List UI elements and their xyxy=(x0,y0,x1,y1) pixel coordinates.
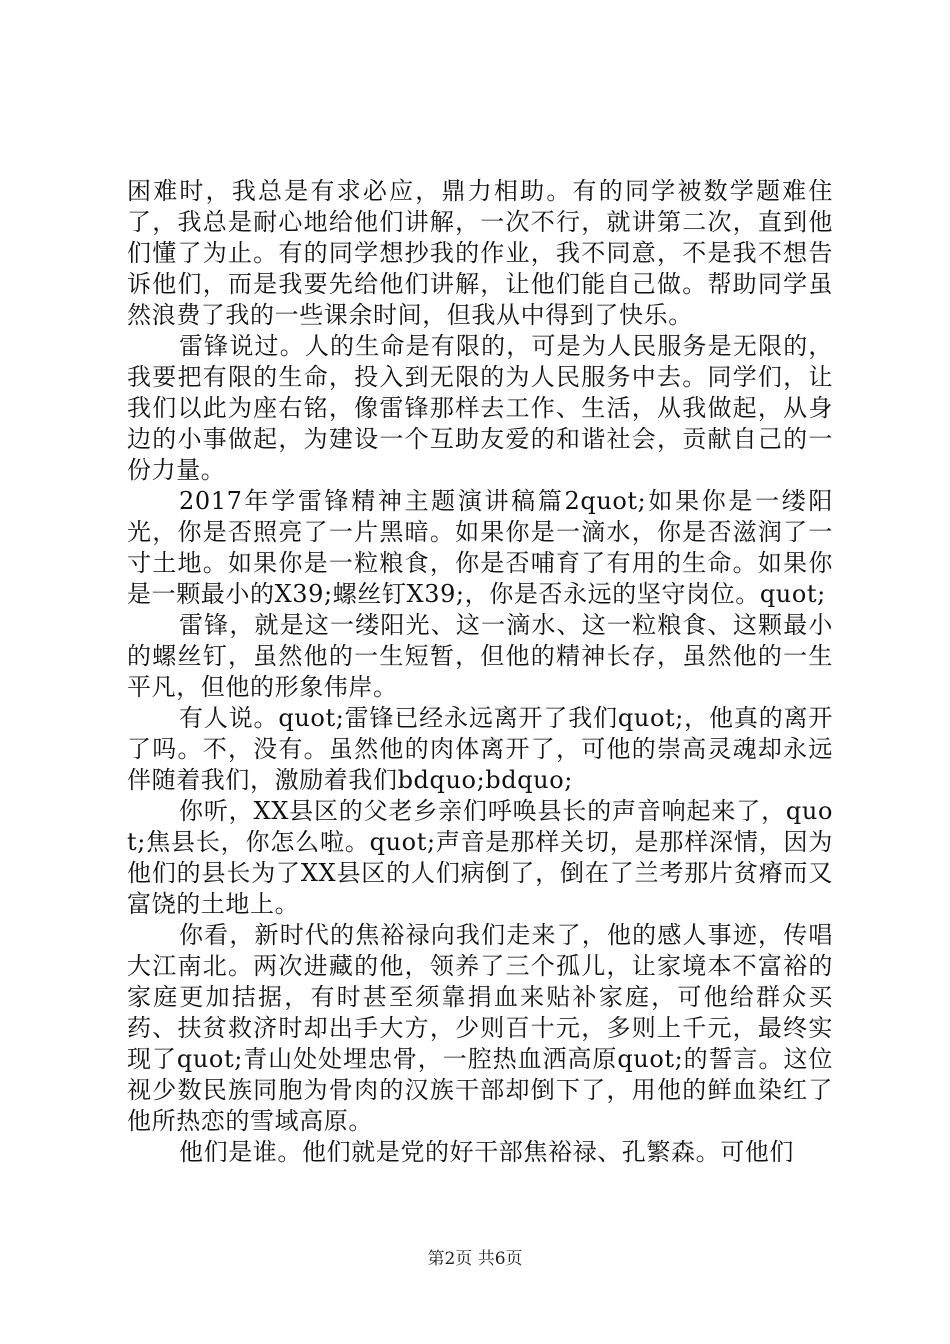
paragraph: 他们是谁。他们就是党的好干部焦裕禄、孔繁森。可他们 xyxy=(179,1138,794,1166)
body-text xyxy=(127,176,833,1168)
paragraph: 雷锋，就是这一缕阳光、这一滴水、这一粒粮食、这颗最小的螺丝钉，虽然他的一生短暂，但他的精神长存，虽然他的一生平凡，但他的形象伟岸。 xyxy=(127,611,833,701)
paragraph: 雷锋说过。人的生命是有限的，可是为人民服务是无限的，我要把有限的生命，投入到无限的为人民服务中去。同学们，让我们以此为座右铭，像雷锋那样去工作、生活，从我做起，从身边的小事做起，为建设一个互助友爱的和谐社会，贡献自己的一份力量。 xyxy=(127,332,833,484)
paragraph: 困难时，我总是有求必应，鼎力相助。有的同学被数学题难住了，我总是耐心地给他们讲解，一次不行，就讲第二次，直到他们懂了为止。有的同学想抄我的作业，我不同意，不是我不想告诉他们，而是我要先给他们讲解，让他们能自己做。帮助同学虽然浪费了我的一些课余时间，但我从中得到了快乐。 xyxy=(127,177,833,329)
page-number-footer: 第2页 共6页 xyxy=(427,1249,523,1269)
paragraph: 2017年学雷锋精神主题演讲稿篇2quot;如果你是一缕阳光，你是否照亮了一片黑暗。如果你是一滴水，你是否滋润了一寸土地。如果你是一粒粮食，你是否哺育了有用的生命。如果你是一颗最小的X39;螺丝钉X39;，你是否永远的坚守岗位。quot; xyxy=(127,487,833,608)
paragraph: 你听，XX县区的父老乡亲们呼唤县长的声音响起来了，quot;焦县长，你怎么啦。quot;声音是那样关切，是那样深情，因为他们的县长为了XX县区的人们病倒了，倒在了兰考那片贫瘠而又富饶的土地上。 xyxy=(127,797,833,918)
paragraph: 有人说。quot;雷锋已经永远离开了我们quot;，他真的离开了吗。不，没有。虽然他的肉体离开了，可他的崇高灵魂却永远伴随着我们，激励着我们bdquo;bdquo; xyxy=(127,704,833,794)
paragraph: 你看，新时代的焦裕禄向我们走来了，他的感人事迹，传唱大江南北。两次进藏的他，领养了三个孤儿，让家境本不富裕的家庭更加拮据，有时甚至须靠捐血来贴补家庭，可他给群众买药、扶贫救济时却出手大方，少则百十元，多则上千元，最终实现了quot;青山处处埋忠骨，一腔热血洒高原quot;的誓言。这位视少数民族同胞为骨肉的汉族干部却倒下了，用他的鲜血染红了他所热恋的雪域高原。 xyxy=(127,921,833,1135)
